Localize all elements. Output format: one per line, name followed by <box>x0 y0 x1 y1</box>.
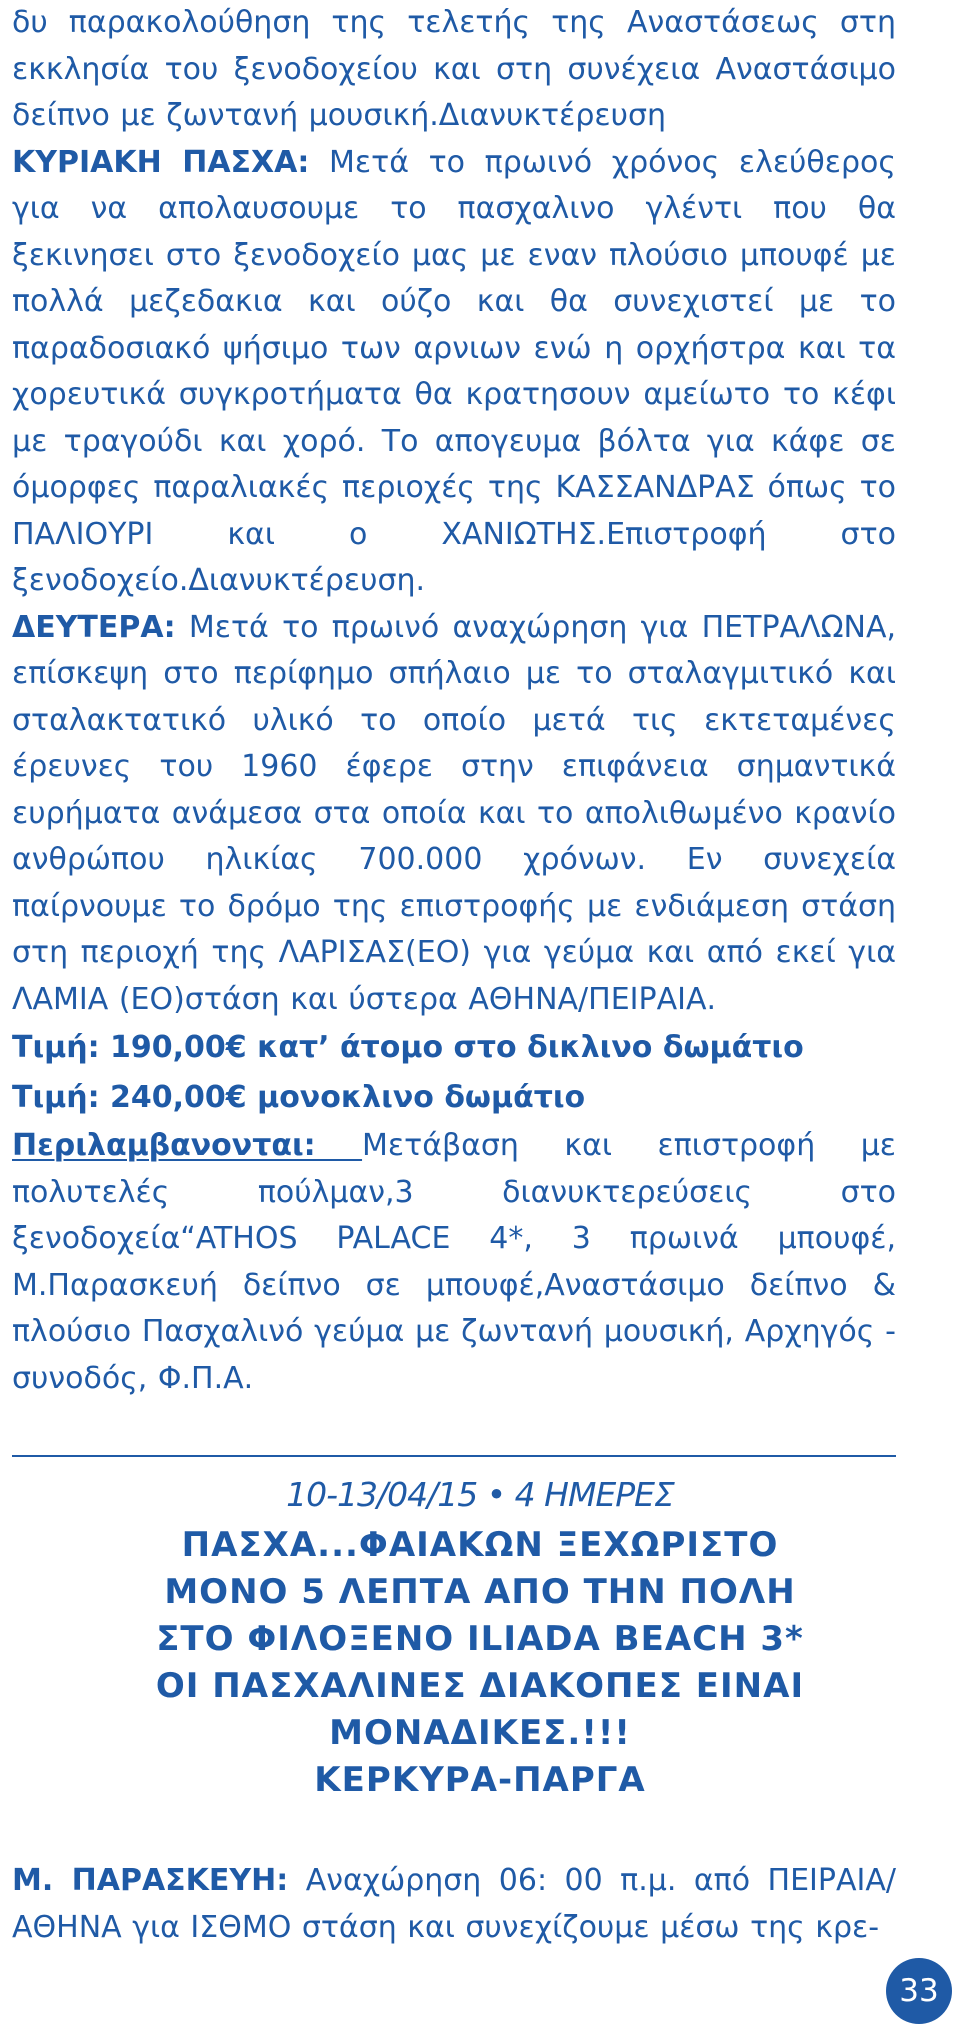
itinerary-upper <box>12 0 896 1402</box>
price-single: Τιμή: 240,00€ μονοκλινο δωμάτιο <box>12 1080 586 1115</box>
intro-paragraph: δυ παρακολούθηση της τελετής της Αναστάσεως στη εκκλησία του ξενοδοχείου και στη συνέχεια Αναστάσιμο δείπνο με ζωντανή μουσική.Διανυκτέρευση <box>12 5 896 133</box>
monday-text: Μετά το πρωινό αναχώρηση για ΠΕΤΡΑΛΩΝΑ, επίσκεψη στο περίφημο σπήλαιο με το σταλαγμιτικό και σταλακτατικό υλικό το οποίο μετά τις εκτεταμένες έρευνες του 1960 έφερε στην επιφάνεια σημαντικά ευρήματα ανάμεσα στα οποία και το απολιθωμένο κρανίο ανθρώπου ηλικίας 700.000 χρόνων. Εν συνεχεία παίρνουμε το δρόμο της επιστροφής με ενδιάμεση στάση στη περιοχή της ΛΑΡΙΣΑΣ(ΕΟ) για γεύμα και από εκεί για ΛΑΜΙΑ (ΕΟ)στάση και ύστερα ΑΘΗΝΑ/ΠΕΙΡΑΙΑ. <box>12 609 896 1017</box>
headline-line: ΠΑΣΧΑ...ΦΑΙΑΚΩΝ ΞΕΧΩΡΙΣΤΟ <box>181 1525 779 1565</box>
sunday-text: Μετά το πρωινό χρόνος ελεύθερος για να απολαυσουμε το πασχαλινο γλέντι που θα ξεκινησει στο ξενοδοχείο μας με εναν πλούσιο μπουφέ με πολλά μεζεδακια και ούζο και θα συνεχιστεί με το παραδοσιακό ψήσιμο των αρνιων ενώ η ορχήστρα και τα χορευτικά συγκροτήματα θα κρατησουν αμείωτο το κέφι με τραγούδι και χορό. Το απογευμα βόλτα για κάφε σε όμορφες παραλιακές περιοχές της ΚΑΣΣΑΝΔΡΑΣ όπως το ΠΑΛΙΟΥΡΙ και ο ΧΑΝΙΩΤΗΣ.Επιστροφή στο ξενοδοχείο.Διανυκτέρευση. <box>12 144 896 598</box>
page-number-badge: 33 <box>886 1958 952 2024</box>
sunday-paragraph <box>12 140 896 605</box>
itinerary-lower <box>12 1858 896 1951</box>
included-text: Μετάβαση και επιστροφή με πολυτελές πούλμαν,3 διανυκτερεύσεις στο ξενοδοχεία“ATHOS PALACE 4*, 3 πρωινά μπουφέ, Μ.Παρασκευή δείπνο σε μπουφέ,Αναστάσιμο δείπνο & πλούσιο Πασχαλινό γεύμα με ζωντανή μουσική, Αρχηγός - συνοδός, Φ.Π.Α. <box>12 1128 897 1396</box>
monday-label: ΔΕΥΤΕΡΑ: <box>12 609 176 645</box>
included-label: Περιλαμβανονται: <box>12 1128 363 1163</box>
offer-headline <box>0 1522 960 1804</box>
headline-line: ΜΟΝΑΔΙΚΕΣ.!!! <box>329 1713 631 1753</box>
sunday-label: ΚΥΡΙΑΚΗ ΠΑΣΧΑ: <box>12 144 310 180</box>
section-divider <box>12 1455 896 1457</box>
headline-line: ΚΕΡΚΥΡΑ-ΠΑΡΓΑ <box>314 1760 646 1800</box>
price-double: Τιμή: 190,00€ κατ’ άτομο στο δικλινο δωμάτιο <box>12 1030 804 1065</box>
friday-paragraph <box>12 1858 896 1951</box>
included-paragraph <box>12 1123 896 1402</box>
friday-label: Μ. ΠΑΡΑΣΚΕΥΗ: <box>12 1863 289 1898</box>
trip-dates: 10-13/04/15 • 4 ΗΜΕΡΕΣ <box>286 1475 674 1514</box>
friday-text: Αναχώρηση 06: 00 π.μ. από ΠΕΙΡΑΙΑ/ ΑΘΗΝΑ για ΙΣΘΜΟ στάση και συνεχίζουμε μέσω της κρε- <box>12 1863 896 1945</box>
monday-paragraph <box>12 605 896 1024</box>
headline-line: ΜΟΝΟ 5 ΛΕΠΤΑ ΑΠΟ ΤΗΝ ΠΟΛΗ <box>164 1572 796 1612</box>
headline-line: ΣΤΟ ΦΙΛΟΞΕΝΟ ILIADA BEACH 3* <box>156 1619 804 1659</box>
headline-line: ΟΙ ΠΑΣΧΑΛΙΝΕΣ ΔΙΑΚΟΠΕΣ ΕΙΝΑΙ <box>155 1666 805 1706</box>
